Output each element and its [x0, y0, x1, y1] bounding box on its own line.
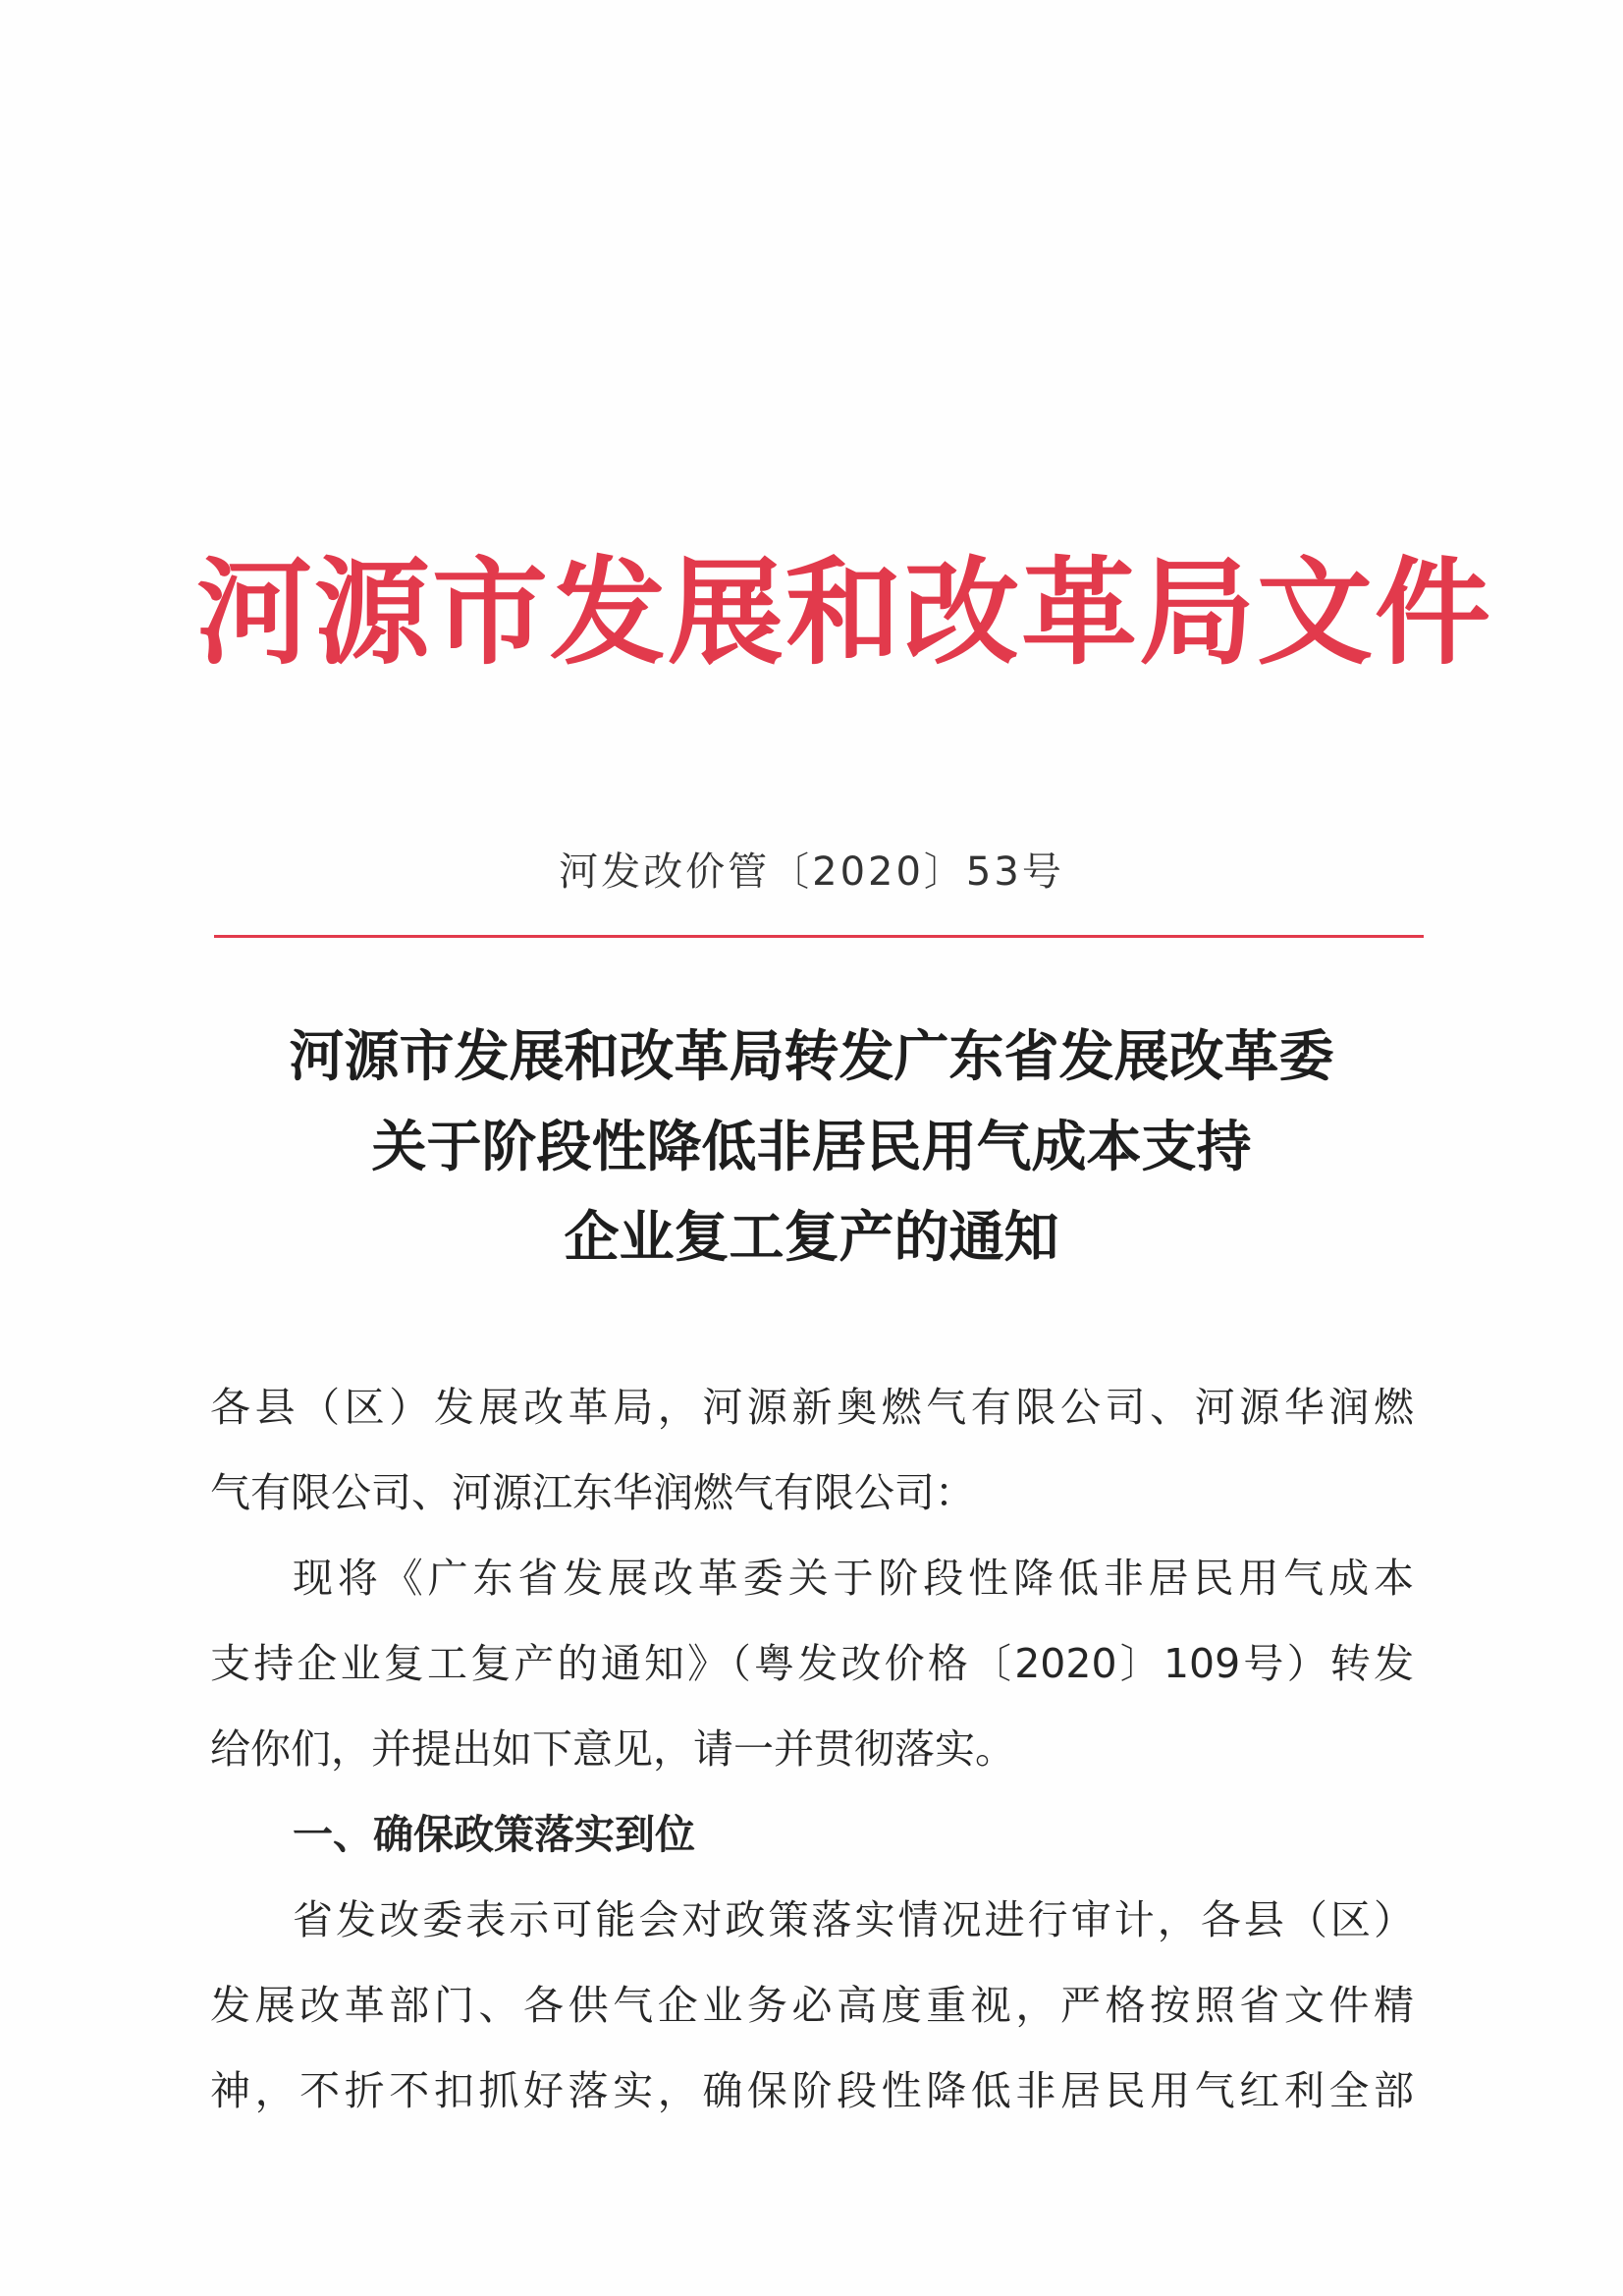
masthead-title: 河源市发展和改革局文件	[196, 544, 1493, 681]
body-line-paragraph: 给你们，并提出如下意见，请一并贯彻落实。	[210, 1725, 1015, 1773]
body-line-paragraph: 现将《广东省发展改革委关于阶段性降低非居民用气成本	[293, 1555, 1414, 1602]
title-line: 河源市发展和改革局转发广东省发展改革委	[289, 1024, 1334, 1089]
body-line-addressee: 气有限公司、河源江东华润燃气有限公司：	[210, 1469, 975, 1516]
title-line: 企业复工复产的通知	[564, 1205, 1059, 1270]
section-heading: 一、确保政策落实到位	[293, 1811, 695, 1858]
document-number: 河发改价管〔2020〕53号	[559, 849, 1064, 895]
body-line-paragraph: 支持企业复工复产的通知》（粤发改价格〔2020〕109号）转发	[210, 1640, 1414, 1687]
body-line-paragraph: 神，不折不扣抓好落实，确保阶段性降低非居民用气红利全部	[210, 2067, 1414, 2114]
document-title	[177, 1011, 1446, 1283]
body-line-addressee: 各县（区）发展改革局，河源新奥燃气有限公司、河源华润燃	[210, 1384, 1414, 1431]
body-line-paragraph: 省发改委表示可能会对政策落实情况进行审计，各县（区）	[293, 1896, 1414, 1943]
title-line: 关于阶段性降低非居民用气成本支持	[371, 1115, 1252, 1179]
document-body	[210, 1365, 1414, 2134]
red-divider-rule	[214, 935, 1424, 938]
body-line-paragraph: 发展改革部门、各供气企业务必高度重视，严格按照省文件精	[210, 1982, 1414, 2029]
